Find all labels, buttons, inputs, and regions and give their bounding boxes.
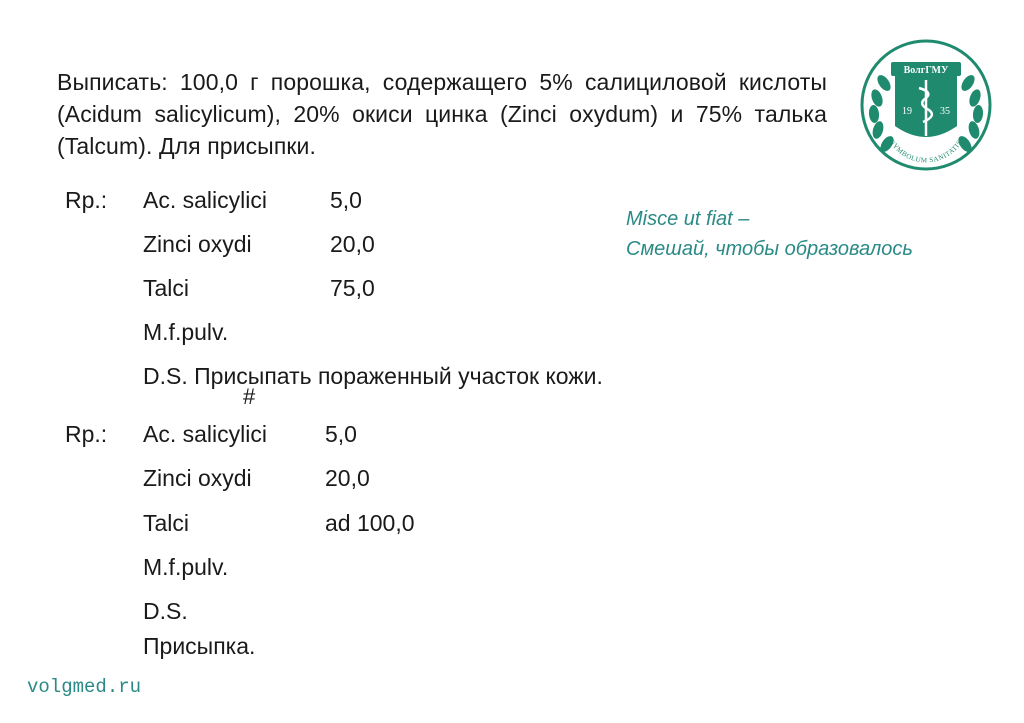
ingredient-qty: 20,0 (330, 231, 375, 257)
ingredient-name: Zinci oxydi (143, 231, 252, 257)
ingredient-qty: 75,0 (330, 275, 375, 301)
ingredient-qty: 5,0 (330, 187, 362, 213)
ingredient-name: Ac. salicylici (143, 187, 267, 213)
ds-line: D.S. Присыпать пораженный участок кожи. (143, 363, 603, 389)
rp-label: Rp.: (65, 187, 108, 213)
ingredient-name: Zinci oxydi (143, 465, 252, 491)
university-logo (857, 36, 995, 174)
task-text: Выписать: 100,0 г порошка, содержащего 5% салициловой кислоты (Acidum salicylicum), 20% окиси цинка (Zinci oxydum) и 75% талька (Talcum). Для присыпки. (57, 69, 827, 159)
note-line-1: Misce ut fiat – (626, 208, 750, 230)
ingredient-name: Talci (143, 510, 190, 536)
svg-text:SYMBOLUM SANITATIS: SYMBOLUM SANITATIS (888, 138, 964, 165)
note-line-2: Смешай, чтобы образовалось (626, 238, 913, 260)
ds-text: Присыпка. (143, 633, 256, 659)
ingredient-name: Talci (143, 275, 190, 301)
svg-text:35: 35 (940, 106, 950, 117)
ds-line: D.S. (143, 598, 188, 624)
ingredient-qty: ad 100,0 (325, 510, 415, 536)
mf-line: M.f.pulv. (143, 554, 229, 580)
rp-label: Rp.: (65, 421, 108, 447)
separator: # (243, 384, 256, 409)
misce-note (626, 204, 913, 264)
ingredient-name: Ac. salicylici (143, 421, 267, 447)
ingredient-qty: 20,0 (325, 465, 370, 491)
site-link[interactable]: volgmed.ru (27, 676, 142, 698)
mf-line: M.f.pulv. (143, 319, 229, 345)
svg-text:19: 19 (902, 106, 912, 117)
ingredient-qty: 5,0 (325, 421, 357, 447)
svg-text:ВолгГМУ: ВолгГМУ (903, 65, 949, 76)
